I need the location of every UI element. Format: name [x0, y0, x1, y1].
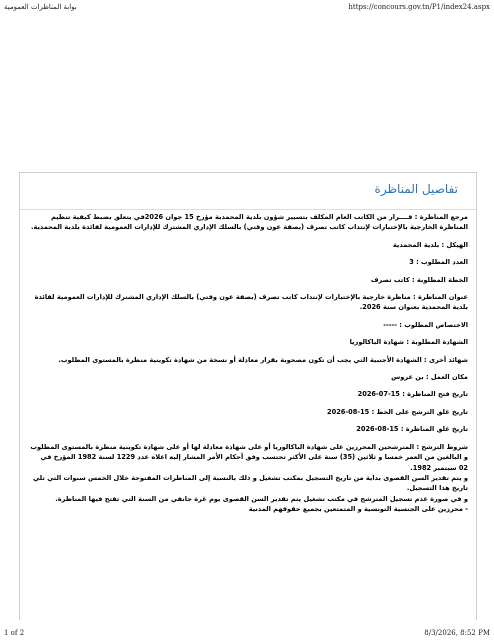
- other-conditions-text: شهائد أخرى : الشهادة الأجنبية التي يجب أن تكون مصحوبة بقرار معادلة أو نسخة من شهادة تكوينية منظرة بالمستوى المطلوب.: [58, 355, 468, 364]
- specialty-text: الاختصاص المطلوب : -----: [383, 320, 468, 329]
- print-datetime: 8/3/2026, 8:52 PM: [424, 629, 490, 637]
- work-location-text: مكان العمل : بن عروس: [391, 373, 468, 382]
- card-title: تفاصيل المناظرة: [374, 182, 458, 196]
- card-header: [20, 173, 476, 210]
- certificate-text: الشهادة المطلوبة : شهادة الباكالوريا: [349, 338, 468, 347]
- browser-url: https://concours.gov.tn/P1/index24.aspx: [348, 3, 490, 11]
- agency-text: الهيكل : بلدية المحمدية: [392, 240, 468, 249]
- competition-details-card: [19, 172, 477, 620]
- conditions-text-4: - محرزين على الجنسية التونسية و المتمتعين بجميع حقوقهم المدنية: [248, 505, 468, 514]
- closing-registration-text: تاريخ غلق الترشح على الخط : 15-08-2026: [327, 407, 468, 416]
- count-text: العدد المطلوب : 3: [409, 258, 468, 267]
- browser-page-title: بوابة المناظرات العمومية: [4, 3, 77, 11]
- conditions-text-1: شروط الترشح : المترشحين المحرزين على شهادة الباكالوريا أو على شهادة معادلة لها أو على شهادة تكوينية منظرة بالمستوى المطلوب و البالغين من العمر خمسا و ثلاثين (35) سنة على الأكثر تحتسب وفق أحكام الأمر المشار إليه اعلاه عدد 1229 لسنة 1982 المؤرخ في 02 سبتمبر 1982.: [30, 442, 468, 472]
- competition-title-text: عنوان المناظرة : مناظرة خارجية بالإختبارات لإنتداب كاتب تصرف (بصفة عون وقتي) بالسلك الإداري المشترك للإدارات العمومية لفائدة بلدية المحمدية بعنوان سنة 2026.: [34, 293, 468, 312]
- conditions-text-3: و في صورة عدم تسجيل المترشح في مكتب تشغيل يتم تقدير السن القصوى يوم غرة جانفي من السنة التي تفتح فيها المناظرة.: [55, 494, 468, 503]
- reference-text: مرجع المناظرة : قــــرار من الكاتب العام المكلف بتسيير شؤون بلدية المحمدية مؤرخ 15 جوان 2026في يتعلق بضبط كيفية تنظيم المناظرة الخارجية بالإختبارات لإنتداب كاتب تصرف (بصفة عون وقتي) بالسلك الإداري المشترك للإدارات العمومية لفائدة بلدية المحمدية.: [30, 213, 468, 232]
- closing-competition-text: تاريخ غلق المناظرة : 15-08-2026: [356, 425, 468, 434]
- print-page-number: 1 of 2: [4, 629, 25, 637]
- conditions-text-2: و يتم تقدير السن القصوى بداية من تاريخ التسجيل بمكتب تشغيل و ذلك بالنسبة إلى المناظرات المفتوحة خلال الخمس سنوات التي تلي تاريخ هذا التسجيل.: [32, 473, 468, 493]
- opening-date-text: تاريخ فتح المناظرة : 15-07-2026: [357, 390, 468, 399]
- details-content: [30, 212, 468, 515]
- position-text: الخطة المطلوبة : كاتب تصرف: [370, 275, 468, 284]
